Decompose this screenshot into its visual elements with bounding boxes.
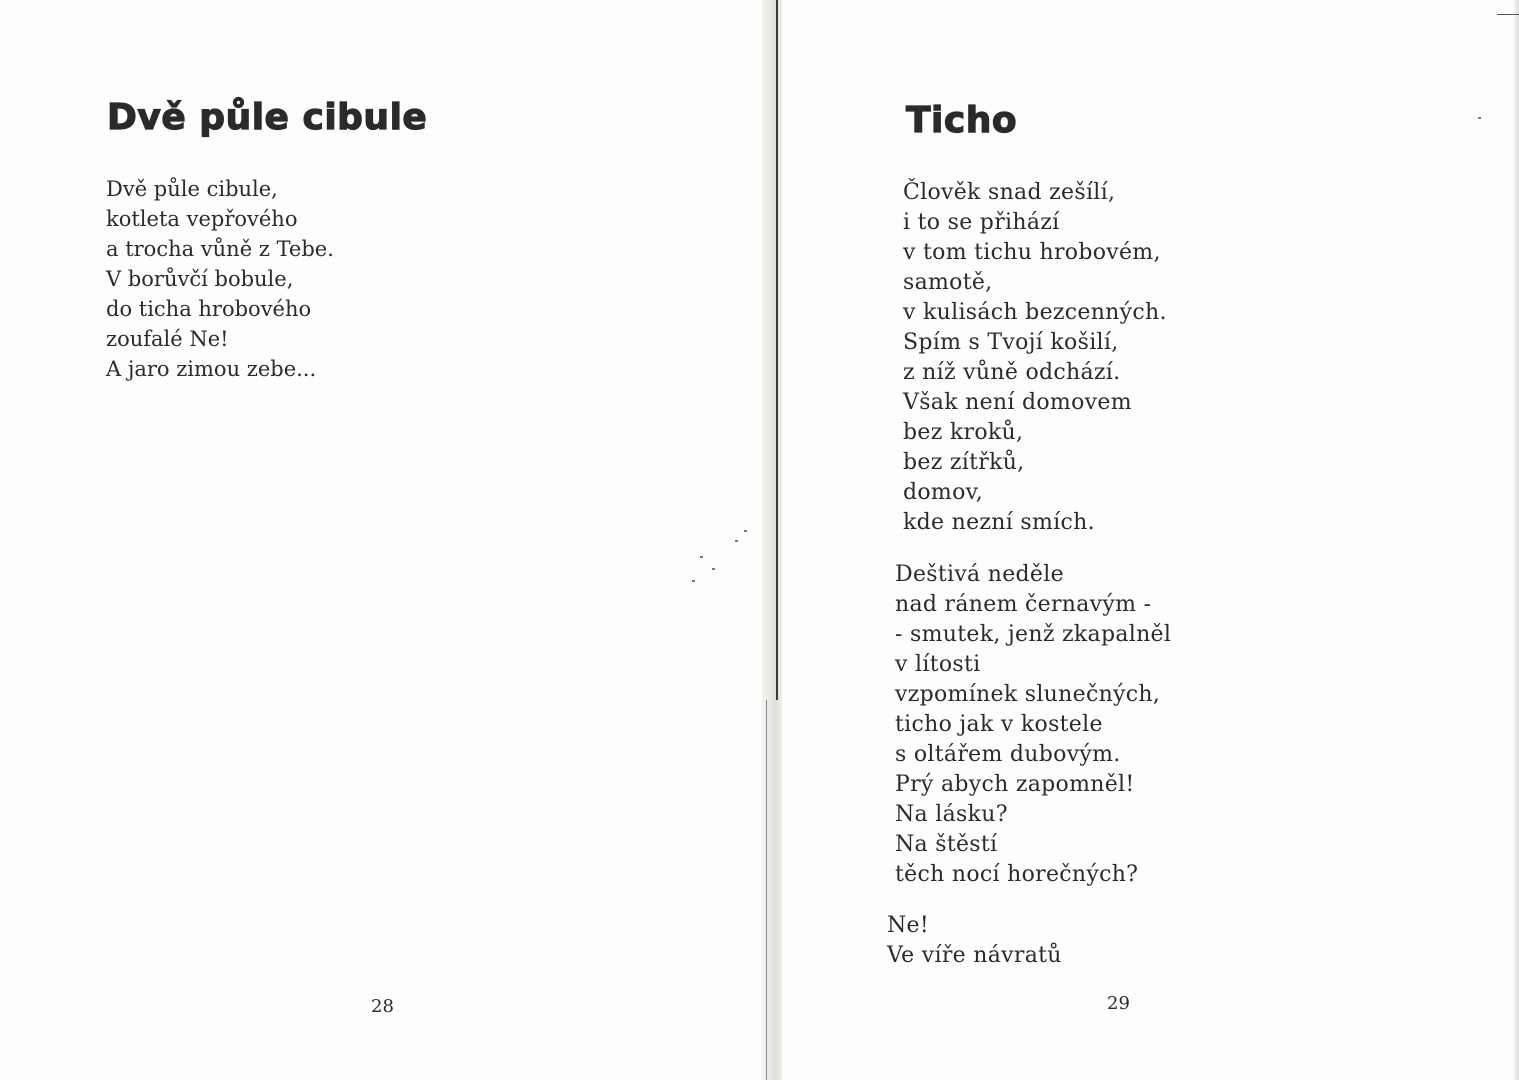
verse-line: Spím s Tvojí košilí, bbox=[903, 330, 1119, 355]
verse-line: těch nocí horečných? bbox=[895, 862, 1139, 887]
poem-stanza bbox=[903, 178, 1167, 538]
poem-title: Ticho bbox=[906, 100, 1018, 141]
poem-title: Dvě půle cibule bbox=[107, 97, 428, 138]
scan-speck bbox=[744, 530, 747, 532]
verse-line: Prý abych zapomněl! bbox=[895, 772, 1135, 797]
scan-speck bbox=[712, 568, 715, 570]
verse-line: Ve víře návratů bbox=[887, 943, 1062, 968]
page-number: 29 bbox=[1107, 993, 1130, 1014]
scan-speck bbox=[1478, 117, 1481, 119]
verse-line: Na štěstí bbox=[895, 832, 998, 857]
verse-line: zoufalé Ne! bbox=[106, 327, 229, 351]
verse-line: nad ránem černavým - bbox=[895, 592, 1152, 617]
poem-stanza bbox=[887, 911, 1062, 971]
verse-line: Člověk snad zešílí, bbox=[903, 180, 1116, 205]
verse-line: do ticha hrobového bbox=[106, 297, 312, 321]
poem-stanza bbox=[895, 560, 1171, 890]
verse-line: ticho jak v kostele bbox=[895, 712, 1103, 737]
poem-verse bbox=[106, 174, 334, 384]
verse-line: - smutek, jenž zkapalněl bbox=[895, 622, 1172, 647]
verse-line: i to se přihází bbox=[903, 210, 1060, 235]
verse-line: vzpomínek slunečných, bbox=[895, 682, 1161, 707]
verse-line: Ne! bbox=[887, 913, 930, 938]
verse-line: z níž vůně odchází. bbox=[903, 360, 1121, 385]
page-corner-edge bbox=[1497, 0, 1519, 15]
scan-speck bbox=[735, 540, 738, 542]
verse-line: v kulisách bezcenných. bbox=[903, 300, 1167, 325]
verse-line: a trocha vůně z Tebe. bbox=[106, 237, 334, 261]
book-spine-shadow bbox=[766, 700, 767, 1080]
verse-line: Na lásku? bbox=[895, 802, 1008, 827]
verse-line: Deštivá neděle bbox=[895, 562, 1064, 587]
verse-line: bez kroků, bbox=[903, 420, 1024, 445]
verse-line: kde nezní smích. bbox=[903, 510, 1095, 535]
verse-line: v tom tichu hrobovém, bbox=[903, 240, 1161, 265]
verse-line: s oltářem dubovým. bbox=[895, 742, 1121, 767]
scan-speck bbox=[692, 580, 695, 582]
verse-line: bez zítřků, bbox=[903, 450, 1025, 475]
verse-line: Však není domovem bbox=[903, 390, 1132, 415]
verse-line: Dvě půle cibule, bbox=[106, 177, 278, 201]
book-gutter bbox=[762, 0, 782, 1080]
page-number: 28 bbox=[371, 996, 394, 1017]
verse-line: v lítosti bbox=[895, 652, 981, 677]
verse-line: domov, bbox=[903, 480, 984, 505]
scan-speck bbox=[700, 556, 703, 558]
page-edge bbox=[1514, 0, 1519, 1080]
book-spine bbox=[776, 0, 778, 700]
verse-line: A jaro zimou zebe... bbox=[106, 357, 317, 381]
verse-line: kotleta vepřového bbox=[106, 207, 298, 231]
verse-line: samotě, bbox=[903, 270, 993, 295]
verse-line: V borůvčí bobule, bbox=[106, 267, 294, 291]
